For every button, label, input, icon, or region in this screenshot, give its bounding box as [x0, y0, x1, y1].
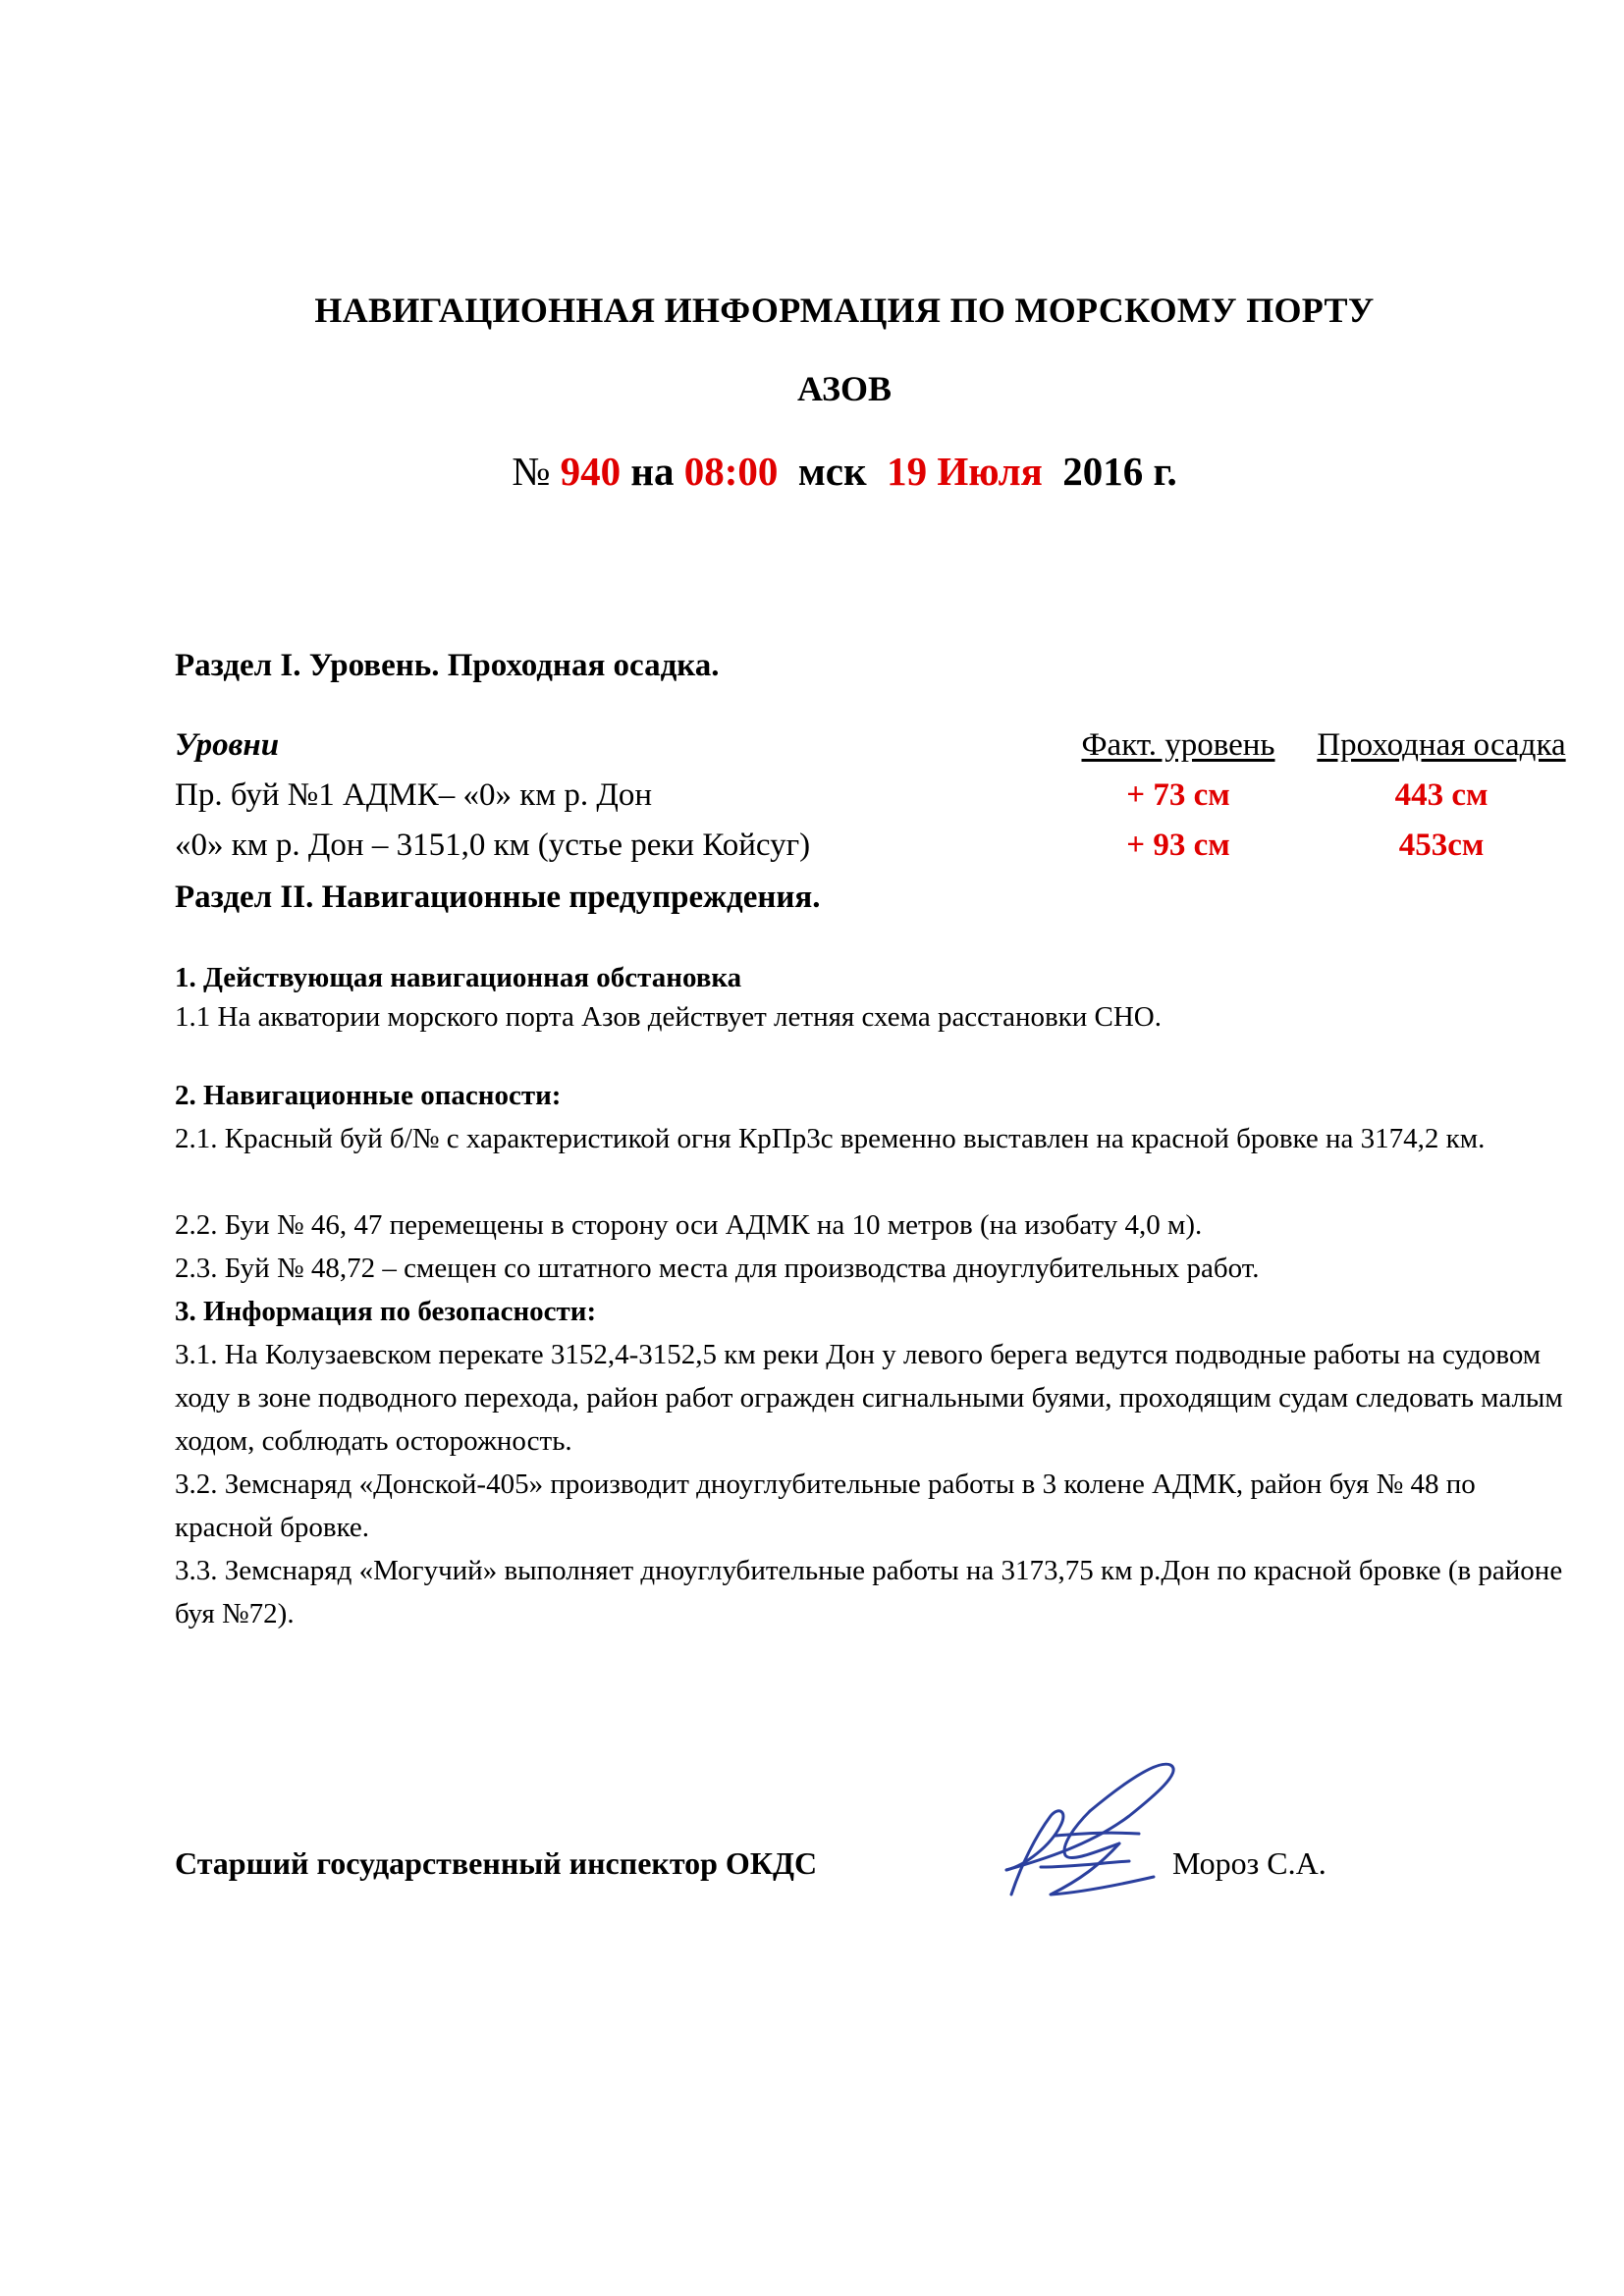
- port-name: АЗОВ: [796, 369, 893, 408]
- number-sign: №: [512, 449, 551, 494]
- list-item: 3.2. Земснаряд «Донской-405» производит дноуглубительные работы в 3 колене АДМК, район буя № 48 по красной бровке.: [175, 1468, 1476, 1543]
- section2-heading: Раздел II. Навигационные предупреждения.: [175, 880, 821, 915]
- row-place: Пр. буй №1 АДМК– «0» км р. Дон: [175, 777, 653, 813]
- at-word: на: [630, 449, 675, 494]
- list-item: 2.1. Красный буй б/№ с характеристикой огня КрПр3с временно выставлен на красной бровке на 3174,2 км.: [175, 1123, 1486, 1154]
- levels-table-header: [175, 721, 1569, 769]
- table-row: [175, 772, 1569, 819]
- col-passing-draft: Проходная осадка: [1317, 727, 1566, 763]
- bulletin-line: [0, 446, 1624, 497]
- subsection-title: 1. Действующая навигационная обстановка: [175, 962, 742, 993]
- document-title: НАВИГАЦИОННАЯ ИНФОРМАЦИЯ ПО МОРСКОМУ ПОРТУ: [314, 291, 1375, 330]
- bulletin-date: 19 Июля: [887, 449, 1043, 494]
- bulletin-number: 940: [560, 449, 622, 494]
- bulletin-time: 08:00: [683, 449, 779, 494]
- row-draft: 453см: [1398, 828, 1485, 863]
- list-item: 3.1. На Колузаевском перекате 3152,4-3152,5 км реки Дон у левого берега ведутся подводные работы на судовом ходу в зоне подводного перехода, район работ огражден сигнальными буями, проходящим судам следовать малым ходом, соблюдать осторожность.: [175, 1339, 1563, 1457]
- list-item: 2.2. Буи № 46, 47 перемещены в сторону оси АДМК на 10 метров (на изобату 4,0 м).: [175, 1209, 1203, 1241]
- col-levels: Уровни: [175, 727, 280, 763]
- signer-position: Старший государственный инспектор ОКДС: [175, 1845, 818, 1881]
- row-place: «0» км р. Дон – 3151,0 км (устье реки Койсуг): [175, 828, 811, 863]
- list-item: 2.3. Буй № 48,72 – смещен со штатного места для производства дноуглубительных работ.: [175, 1253, 1260, 1284]
- section1-heading: Раздел I. Уровень. Проходная осадка.: [175, 648, 720, 683]
- signer-name: Мороз С.А.: [1172, 1845, 1326, 1881]
- list-item: 3.3. Земснаряд «Могучий» выполняет дноуглубительные работы на 3173,75 км р.Дон по красной бровке (в районе буя №72).: [175, 1555, 1563, 1629]
- row-level: + 73 см: [1126, 777, 1230, 813]
- row-level: + 93 см: [1126, 828, 1230, 863]
- subsection-title: 2. Навигационные опасности:: [175, 1080, 562, 1111]
- handwritten-signature: [982, 1757, 1188, 1914]
- bulletin-year: 2016 г.: [1062, 449, 1177, 494]
- subsection-title: 3. Информация по безопасности:: [175, 1296, 597, 1327]
- table-row: [175, 822, 1569, 869]
- timezone: мск: [797, 449, 867, 494]
- list-item: 1.1 На акватории морского порта Азов действует летняя схема расстановки СНО.: [175, 1001, 1163, 1033]
- col-actual-level: Факт. уровень: [1081, 727, 1275, 763]
- row-draft: 443 см: [1394, 777, 1489, 813]
